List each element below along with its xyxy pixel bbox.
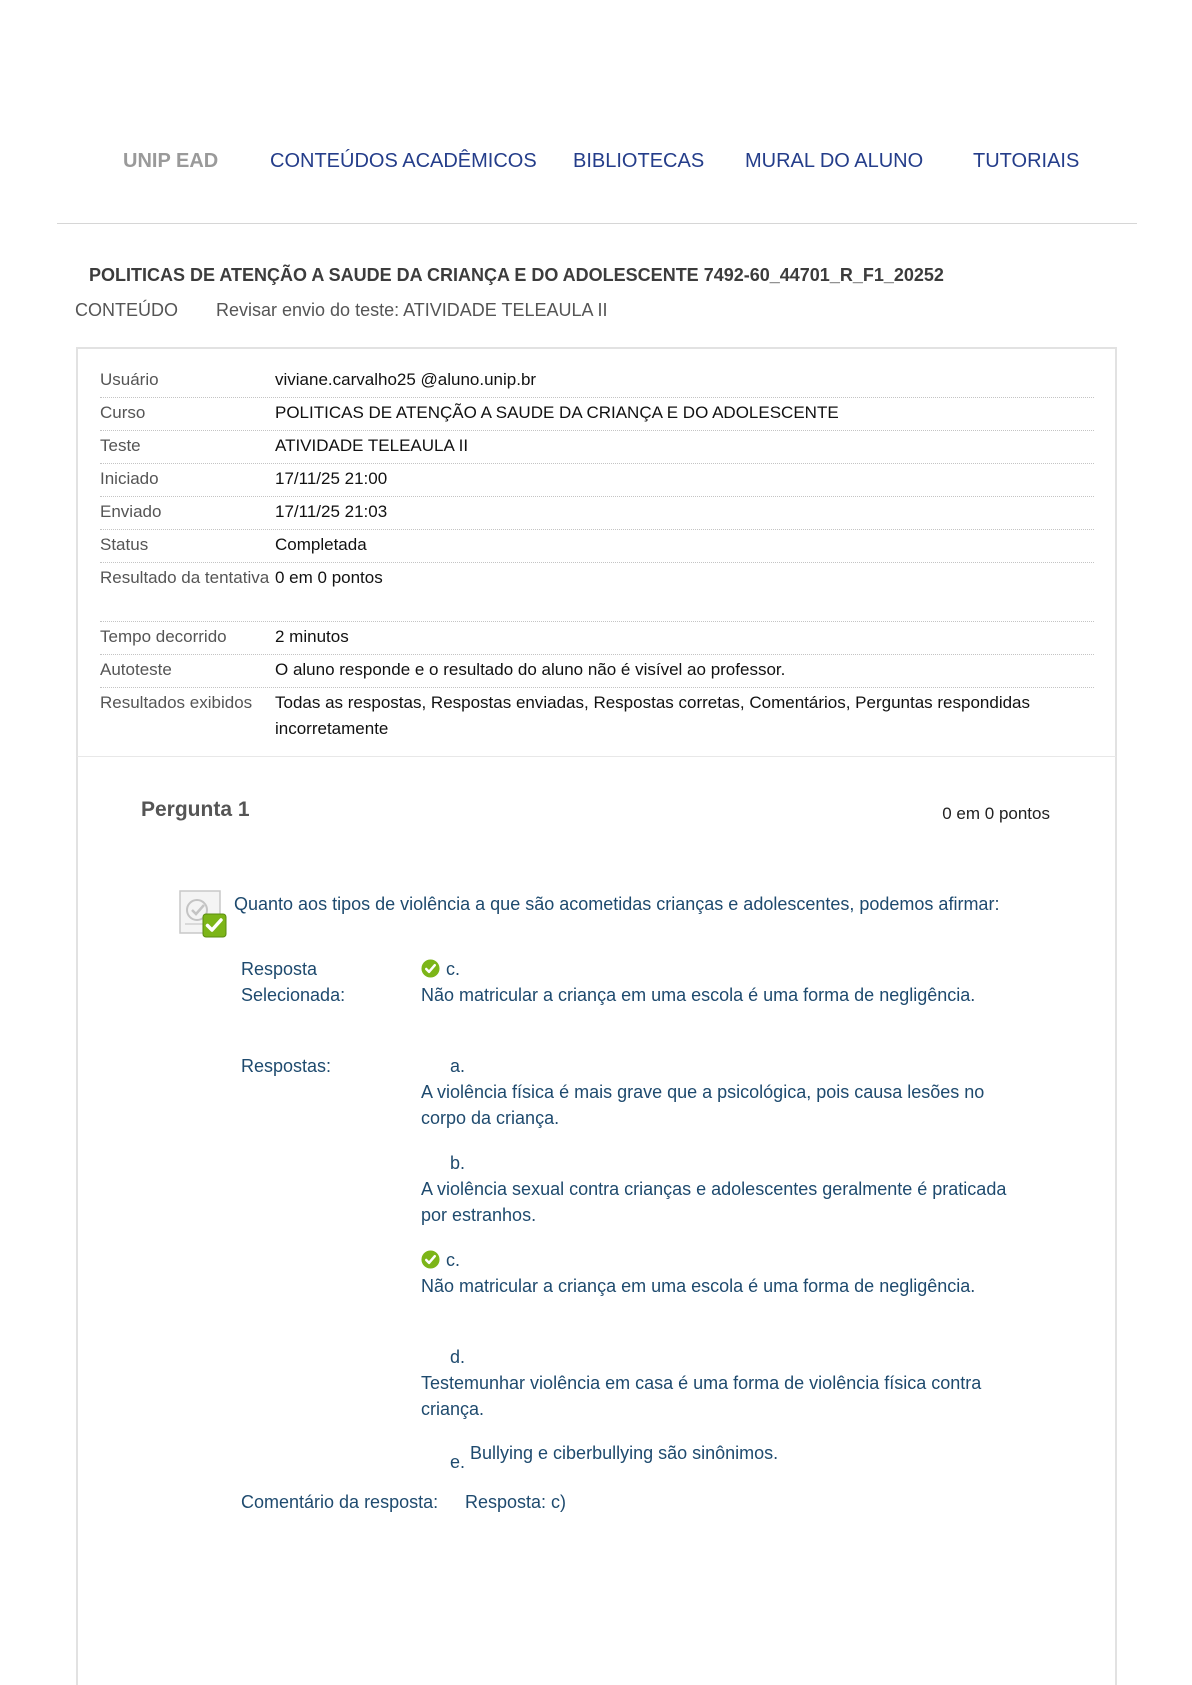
info-row — [100, 565, 1094, 622]
correct-answer-icon — [179, 890, 227, 938]
nav-brand-link[interactable]: UNIP EAD — [123, 150, 219, 172]
selected-answer-letter-row — [421, 956, 460, 982]
info-value: Completada — [275, 535, 367, 554]
answer-letter: b. — [450, 1153, 466, 1173]
answer-comment-label: Comentário da resposta: — [241, 1492, 439, 1512]
info-label: Enviado — [100, 502, 162, 521]
info-value: 17/11/25 21:03 — [275, 502, 388, 521]
question-points: 0 em 0 pontos — [942, 804, 1050, 823]
answer-text: Não matricular a criança em uma escola é uma forma de negligência. — [421, 1276, 976, 1296]
info-row — [100, 466, 1094, 497]
info-label: Resultado da tentativa — [100, 568, 270, 587]
info-value: POLITICAS DE ATENÇÃO A SAUDE DA CRIANÇA E DO ADOLESCENTE — [275, 403, 839, 422]
info-row — [100, 657, 1094, 688]
nav-tutoriais-link[interactable]: TUTORIAIS — [973, 150, 1080, 172]
info-value: ATIVIDADE TELEAULA II — [275, 436, 469, 455]
info-value: Todas as respostas, Respostas enviadas, Respostas corretas, Comentários, Perguntas respondidas incorretamente — [275, 693, 1031, 738]
answer-letter: a. — [450, 1056, 466, 1076]
answer-text: A violência física é mais grave que a psicológica, pois causa lesões no corpo da criança. — [421, 1082, 985, 1128]
selected-answer-text: Não matricular a criança em uma escola é uma forma de negligência. — [421, 985, 976, 1005]
top-nav — [0, 150, 1192, 176]
info-label: Usuário — [100, 370, 159, 389]
question-title: Pergunta 1 — [141, 798, 250, 821]
info-label: Tempo decorrido — [100, 627, 227, 646]
info-label: Iniciado — [100, 469, 159, 488]
selected-answer-label: Resposta Selecionada: — [241, 959, 346, 1005]
info-value: O aluno responde e o resultado do aluno não é visível ao professor. — [275, 660, 786, 679]
attempt-info-table — [76, 347, 1117, 757]
info-label: Curso — [100, 403, 146, 422]
breadcrumb-current: Revisar envio do teste: ATIVIDADE TELEAULA II — [216, 300, 608, 320]
answer-text: Testemunhar violência em casa é uma forma de violência física contra criança. — [421, 1373, 982, 1419]
info-row — [100, 690, 1094, 746]
info-label: Status — [100, 535, 149, 554]
correct-check-icon — [421, 959, 440, 978]
info-row — [100, 532, 1094, 563]
info-label: Autoteste — [100, 660, 172, 679]
correct-answer-letter-row — [421, 1247, 460, 1273]
info-value: 17/11/25 21:00 — [275, 469, 388, 488]
info-row — [100, 367, 1094, 398]
info-label: Teste — [100, 436, 141, 455]
answer-text: Bullying e ciberbullying são sinônimos. — [470, 1443, 779, 1463]
breadcrumb — [75, 300, 608, 321]
info-row — [100, 499, 1094, 530]
answer-letter: d. — [450, 1347, 466, 1367]
answers-label: Respostas: — [241, 1056, 332, 1076]
nav-divider — [57, 223, 1137, 224]
question-text: Quanto aos tipos de violência a que são acometidas crianças e adolescentes, podemos afirmar: — [234, 894, 1000, 914]
answer-letter: c. — [446, 1250, 461, 1270]
info-value: 2 minutos — [275, 627, 349, 646]
answer-text: A violência sexual contra crianças e adolescentes geralmente é praticada por estranhos. — [421, 1179, 1007, 1225]
breadcrumb-root[interactable]: CONTEÚDO — [75, 300, 178, 320]
nav-mural-link[interactable]: MURAL DO ALUNO — [745, 150, 924, 172]
nav-conteudos-link[interactable]: CONTEÚDOS ACADÊMICOS — [270, 150, 537, 172]
info-value: viviane.carvalho25 @aluno.unip.br — [275, 370, 537, 389]
info-row — [100, 400, 1094, 431]
info-label: Resultados exibidos — [100, 693, 253, 712]
info-value: 0 em 0 pontos — [275, 568, 383, 587]
info-row — [100, 624, 1094, 655]
info-row — [100, 433, 1094, 464]
nav-bibliotecas-link[interactable]: BIBLIOTECAS — [573, 150, 705, 172]
course-title: POLITICAS DE ATENÇÃO A SAUDE DA CRIANÇA E DO ADOLESCENTE 7492-60_44701_R_F1_20252 — [89, 265, 944, 285]
correct-check-icon — [421, 1250, 440, 1269]
answer-comment: Resposta: c) — [465, 1492, 567, 1512]
selected-answer-letter: c. — [446, 959, 461, 979]
answer-letter: e. — [450, 1452, 466, 1472]
